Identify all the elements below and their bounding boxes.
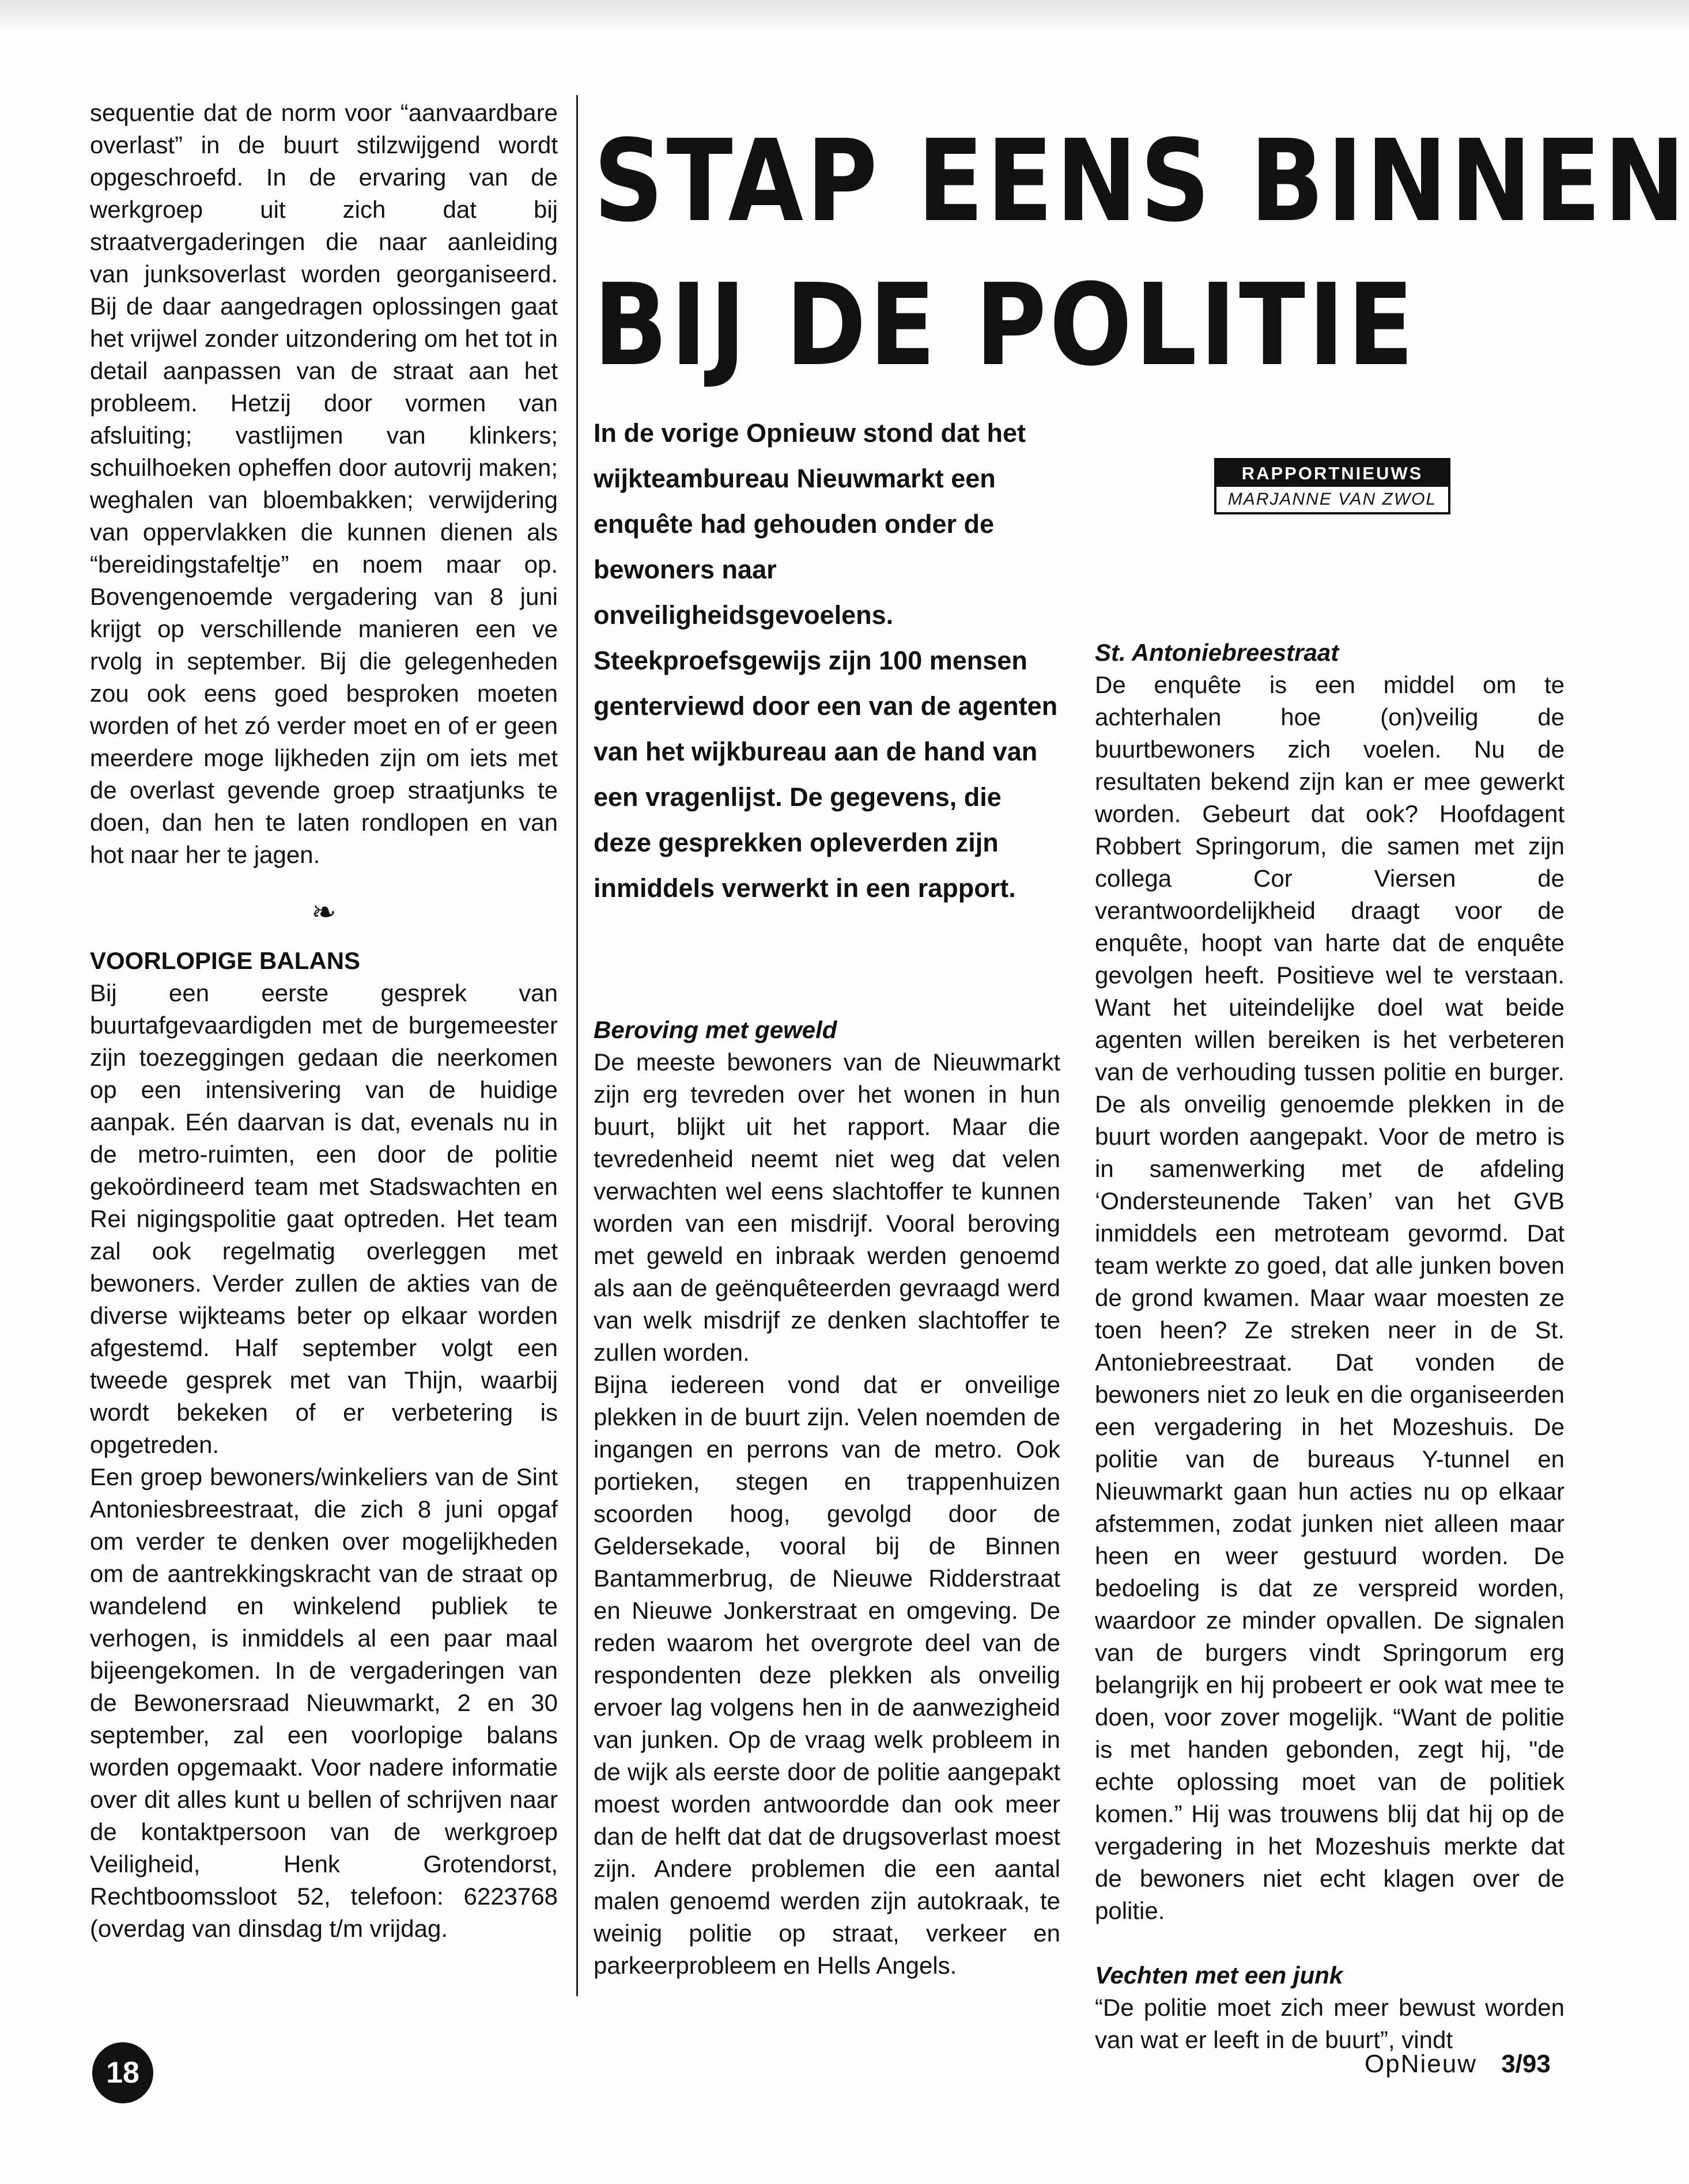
paragraph: Een groep bewoners/winkeliers van de Sint Antoniesbreestraat, die zich 8 juni opgaf om verder te denken over mogelijkheden om de aantrekkingskracht van de straat op wandelend en winkelend publiek te verhogen, is inmiddels al een paar maal bijeengekomen. In de vergaderingen van de Bewonersraad Nieuwmarkt, 2 en 30 september, zal een voorlopige balans worden opgemaakt. Voor nadere informatie over dit alles kunt u bellen of schrijven naar de kontaktpersoon van de werkgroep Veiligheid, Henk Grotendorst, Rechtboomssloot 52, telefoon: 6223768 (overdag van dinsdag t/m vrijdag. [90, 1463, 558, 1942]
page-top-shade [0, 0, 1689, 35]
article-headline [594, 109, 1688, 398]
rubric-label: RAPPORTNIEUWS [1216, 460, 1448, 487]
issue-number: 3/93 [1501, 2050, 1551, 2078]
headline-line-1: STAP EENS BINNEN [594, 116, 1688, 247]
author-name: MARJANNE VAN ZWOL [1227, 490, 1437, 509]
page-number-badge: 18 [92, 2042, 153, 2103]
section-heading-voorlopige-balans: VOORLOPIGE BALANS [90, 947, 361, 974]
paragraph: De meeste bewoners van de Nieuwmarkt zijn erg tevreden over het wonen in hun buurt, blijkt uit het rapport. Maar die tevredenheid neemt niet weg dat velen verwachten wel eens slachtoffer te kunnen worden van een misdrijf. Vooral beroving met geweld en inbraak werden genoemd als aan de geënquêteerden gevraagd werd van welk misdrijf ze denken slachtoffer te zullen worden. [594, 1049, 1060, 1366]
fleuron-ornament-icon: ❧ [311, 896, 337, 929]
paragraph: De enquête is een middel om te achterhalen hoe (on)veilig de buurtbewoners zich voelen. Nu de resultaten bekend zijn kan er mee gewerkt worden. Gebeurt dat ook? Hoofdagent Robbert Springorum, die samen met zijn collega Cor Viersen de verantwoordelijkheid draagt voor de enquête, hoopt van harte dat de enquête gevolgen heeft. Positieve wel te verstaan. Want het uiteindelijke doel wat beide agenten willen bereiken is het verbeteren van de verhouding tussen politie en burger. De als onveilig genoemde plekken in de buurt worden aangepakt. Voor de metro is in samenwerking met de afdeling ‘Ondersteunende Taken’ van het GVB inmiddels een metroteam gevormd. Dat team werkte zo goed, dat alle junken boven de grond kwamen. Maar waar moesten ze toen heen? Ze streken neer in de St. Antoniebreestraat. Dat vonden de bewoners niet zo leuk en die organiseerden een vergadering in het Mozeshuis. De politie van de bureaus Y-tunnel en Nieuwmarkt gaan hun acties nu op elkaar afstemmen, zodat junken niet alleen maar heen en weer gestuurd worden. De bedoeling is dat ze verspreid worden, waardoor ze minder opvallen. De signalen van de burgers vindt Springorum erg belangrijk en hij probeert er ook wat mee te doen, voor zover mogelijk. “Want de politie is met handen gebonden, zegt hij, "de echte oplossing moet van de politiek komen.” Hij was trouwens blij dat hij op de vergadering in het Mozeshuis merkte dat de bewoners niet echt klagen over de politie. [1095, 671, 1565, 1924]
column-right [1095, 637, 1565, 2056]
magazine-name: OpNieuw [1365, 2050, 1477, 2078]
section-heading-vechten: Vechten met een junk [1095, 1962, 1343, 1989]
section-heading-antoniebreestraat: St. Antoniebreestraat [1095, 639, 1339, 666]
headline-line-2: BIJ DE POLITIE [594, 260, 1417, 391]
article-intro: In de vorige Opnieuw stond dat het wijkteambureau Nieuwmarkt een enquête had gehouden onder de bewoners naar onveiligheidsgevoelens. Steekproefsgewijs zijn 100 mensen genterviewd door een van de agenten van het wijkbureau aan de hand van een vragenlijst. De gegevens, die deze gesprekken opleverden zijn inmiddels verwerkt in een rapport. [594, 418, 1058, 903]
paragraph: sequentie dat de norm voor “aanvaardbare overlast” in de buurt stilzwijgend wordt opgeschroefd. In de ervaring van de werkgroep uit zich dat bij straatvergaderingen die naar aanleiding van junksoverlast worden georganiseerd. Bij de daar aangedragen oplossingen gaat het vrijwel zonder uitzondering om het tot in detail aanpassen van de straat aan het probleem. Hetzij door vormen van afsluiting; vastlijmen van klinkers; schuilhoeken opheffen door autovrij maken; weghalen van bloembakken; verwijdering van oppervlakken die kunnen dienen als “bereidingstafeltje” en noem maar op. Bovengenoemde vergadering van 8 juni krijgt op verschillende manieren een ve rvolg in september. Bij die gelegenheden zou ook eens goed besproken moeten worden of het zó verder moet en of er geen meerdere moge lijkheden zijn om iets met de overlast gevende groep straatjunks te doen, dan hen te laten rondlopen en van hot naar her te jagen. [90, 99, 558, 868]
column-middle [594, 1014, 1060, 1982]
byline-box [1214, 458, 1450, 514]
paragraph: “De politie moet zich meer bewust worden van wat er leeft in de buurt”, vindt [1095, 1994, 1565, 2053]
paragraph: Bijna iedereen vond dat er onveilige plekken in de buurt zijn. Velen noemden de ingangen en perrons van de metro. Ook portieken, stegen en trappenhuizen scoorden hoog, gevolgd door de Geldersekade, vooral bij de Binnen Bantammerbrug, de Nieuwe Ridderstraat en Nieuwe Jonkerstraat en omgeving. De reden waarom het overgrote deel van de respondenten deze plekken als onveilig ervoer lag volgens hen in de aanwezigheid van junken. Op de vraag welk probleem in de wijk als eerste door de politie aangepakt moest worden antwoordde dan ook meer dan de helft dat dat de drugsoverlast moest zijn. Andere problemen die een aantal malen genoemd werden zijn autokraak, te weinig politie op straat, verkeer en parkeerprobleem en Hells Angels. [594, 1371, 1060, 1979]
column-left [90, 97, 558, 1945]
section-heading-beroving: Beroving met geweld [594, 1016, 837, 1043]
column-divider [576, 95, 578, 1996]
paragraph: Bij een eerste gesprek van buurtafgevaardigden met de burgemeester zijn toezeggingen gedaan die neerkomen op een intensivering van de huidige aanpak. Eén daarvan is dat, evenals nu in de metro-ruimten, een door de politie gekoördineerd team met Stadswachten en Rei nigingspolitie gaat optreden. Het team zal ook regelmatig overleggen met bewoners. Verder zullen de akties van de diverse wijkteams beter op elkaar worden afgestemd. Half september volgt een tweede gesprek met van Thijn, waarbij wordt bekeken of er verbetering is opgetreden. [90, 979, 558, 1458]
page-footer [1365, 2050, 1551, 2079]
